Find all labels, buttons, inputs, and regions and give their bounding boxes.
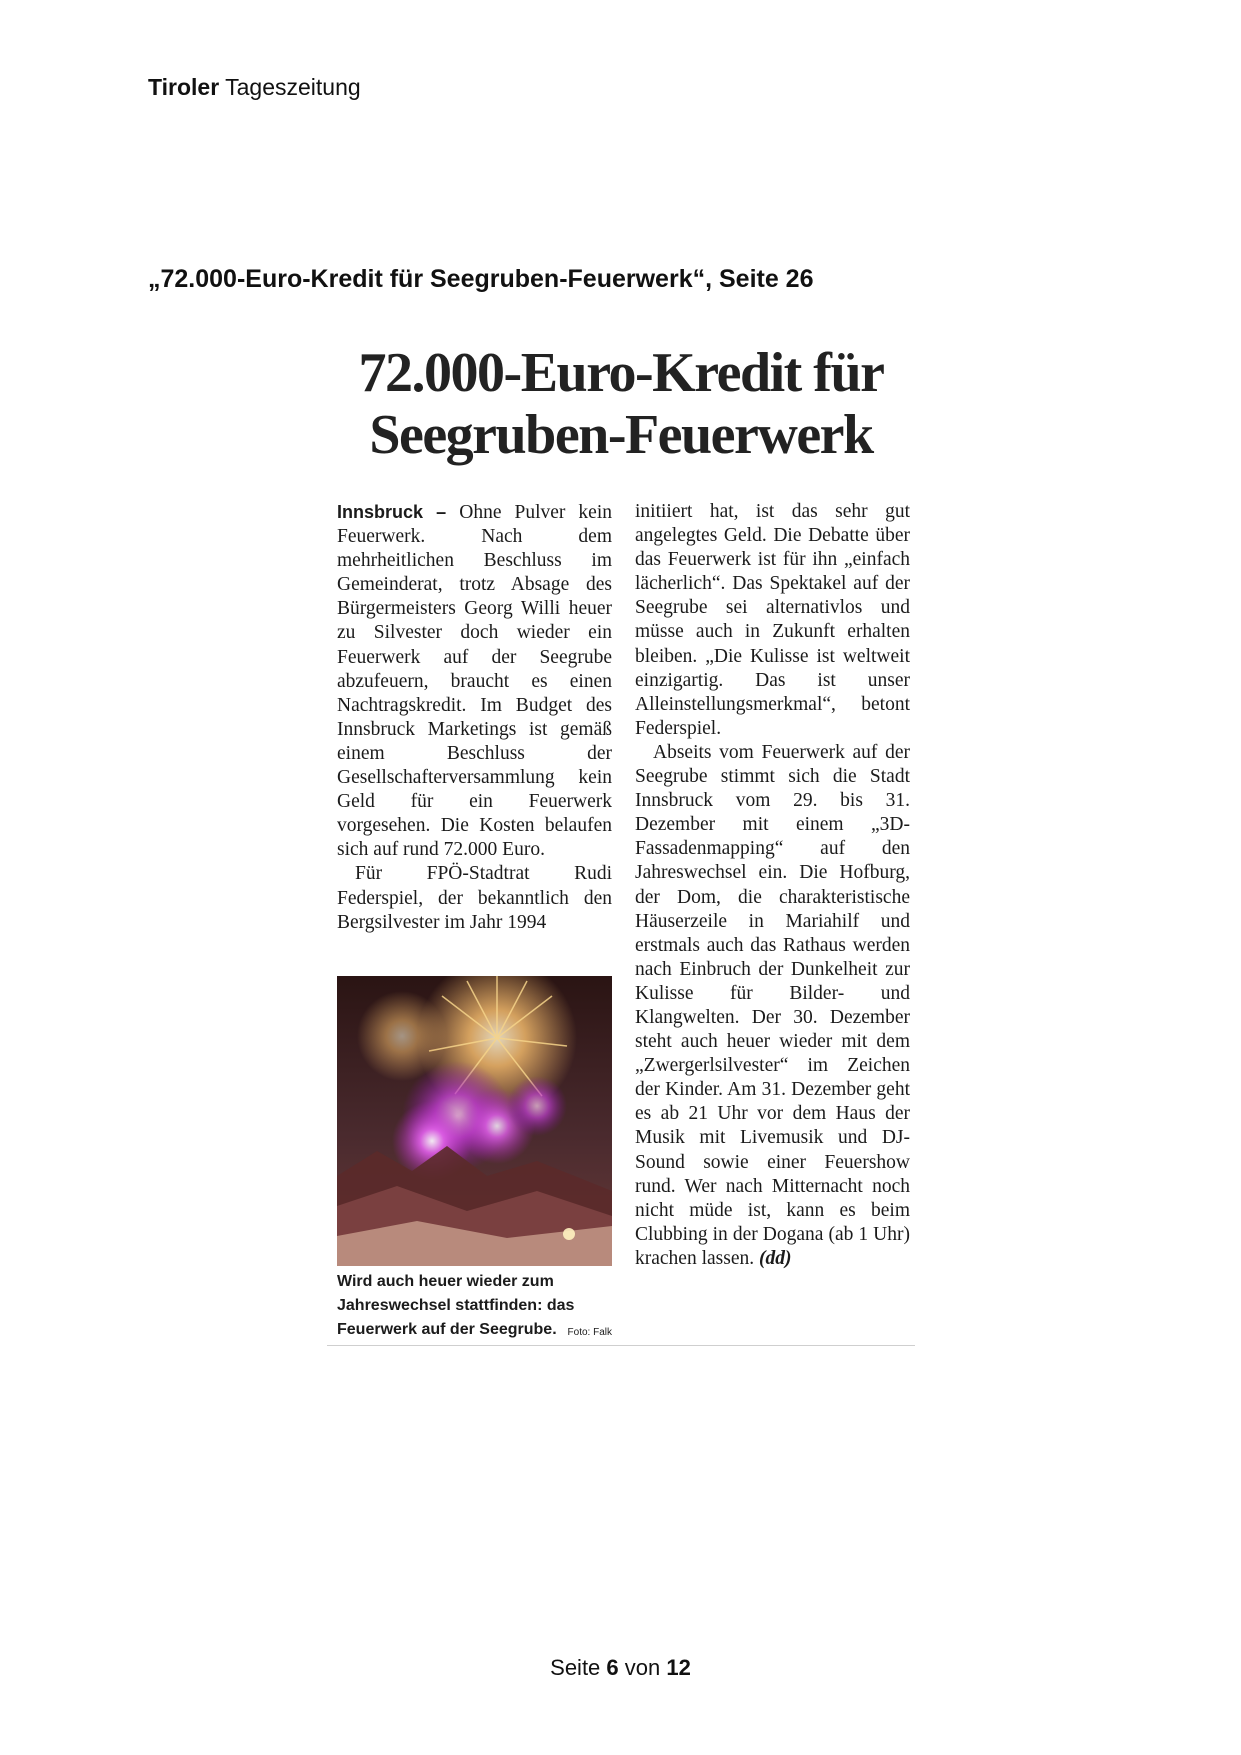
article-paragraph-2-start: Für FPÖ-Stadtrat Rudi Federspiel, der bekanntlich den Bergsilvester im Jahr 1994 [337,863,612,933]
page-current: 6 [606,1655,619,1680]
article-paragraph-1 [337,500,612,862]
page-total: 12 [666,1655,691,1680]
publication-name-rest: Tageszeitung [219,74,361,100]
publication-name-bold: Tiroler [148,74,220,100]
author-byline: (dd) [759,1247,792,1269]
page-prefix: Seite [550,1655,607,1680]
publication-name [148,74,361,101]
photo-caption-text: Wird auch heuer wieder zum Jahreswechsel stattfinden: das Feuerwerk auf der Seegrube. [337,1273,575,1338]
article-paragraph-3 [635,741,910,1271]
article-column-left [337,500,612,935]
page-middle: von [618,1655,667,1680]
article-column-right [635,500,910,1271]
paragraph-1-text: Ohne Pulver kein Feuerwerk. Nach dem mehrheitlichen Beschluss im Gemeinderat, trotz Absage des Bürgermeisters Georg Willi heuer zu Silvester doch wieder ein Feuerwerk auf der Seegrube abzufeuern, braucht es einen Nachtragskredit. Im Budget des Innsbruck Marketings ist gemäß einem Beschluss der Gesellschafterversammlung kein Geld für ein Feuerwerk vorgesehen. Die Kosten belaufen sich auf rund 72.000 Euro. [337,502,612,861]
page-number [0,1655,1241,1681]
article-reference-title: „72.000-Euro-Kredit für Seegruben-Feuerwerk“, Seite 26 [148,265,814,293]
fireworks-photo [337,976,612,1266]
headline-line-2: Seegruben-Feuerwerk [369,404,873,466]
article-paragraph-2-continued: initiiert hat, ist das sehr gut angelegtes Geld. Die Debatte über das Feuerwerk ist für ihn „einfach lächerlich“. Das Spektakel auf der Seegrube sei alternativlos und müsse auch in Zukunft erhalten bleiben. „Die Kulisse ist weltweit einzigartig. Das ist unser Alleinstellungsmerkmal“, betont Federspiel. [635,501,910,739]
clipping-bottom-rule [327,1345,915,1346]
newspaper-clipping [325,340,917,1350]
dateline: Innsbruck – [337,502,460,522]
photo-caption [337,1270,612,1345]
article-headline [325,340,917,482]
headline-line-1: 72.000-Euro-Kredit für [358,342,884,404]
paragraph-3-text: Abseits vom Feuerwerk auf der Seegrube stimmt sich die Stadt Innsbruck vom 29. bis 31. Dezember mit einem „3D-Fassadenmapping“ auf den Jahreswechsel ein. Die Hofburg, der Dom, die charakteristische Häuserzeile in Mariahilf und erstmals auch das Rathaus werden nach Einbruch der Dunkelheit zur Kulisse für Bilder- und Klangwelten. Der 30. Dezember steht auch heuer wieder mit dem „Zwergerlsilvester“ im Zeichen der Kinder. Am 31. Dezember geht es ab 21 Uhr vor dem Haus der Musik mit Livemusik und DJ-Sound sowie einer Feuershow rund. Wer nach Mitternacht noch nicht müde ist, kann es beim Clubbing in der Dogana (ab 1 Uhr) krachen lassen. [635,741,910,1269]
photo-credit: Foto: Falk [567,1327,612,1338]
